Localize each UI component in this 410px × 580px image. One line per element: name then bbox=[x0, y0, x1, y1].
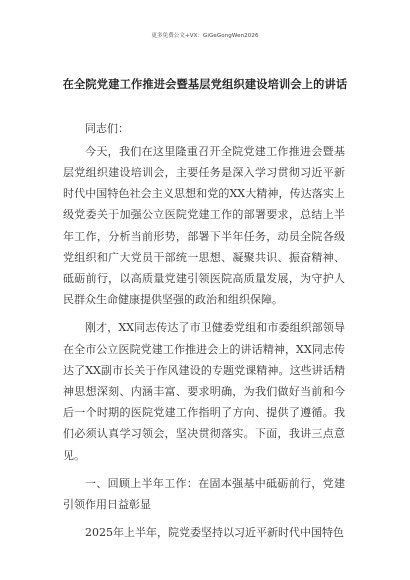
document-body bbox=[63, 118, 345, 550]
salutation: 同志们： bbox=[85, 122, 129, 135]
section-heading: 一、回顾上半年工作：在固本强基中砥砺前行，党建引领作用日益彰显 bbox=[63, 476, 345, 511]
paragraph-transmission: 刚才，XX同志传达了市卫健委党组和市委组织部领导在全市公立医院党建工作推进会上的讲话精神，XX同志传达了XX副市长关于作风建设的专题党课精神。这些讲话精神思想深刻、内涵丰富、要求明确，为我们做好当前和今后一个时期的医院党建工作指明了方向、提供了遵循。我们必须认真学习领会，坚决贯彻落实。下面，我讲三点意见。 bbox=[63, 321, 345, 462]
header-note: 更多免费公文+VX：GiGeGongWen2026 bbox=[151, 33, 259, 39]
paragraph-review: 2025年上半年，院党委坚持以习近平新时代中国特色 bbox=[85, 526, 344, 540]
paragraph-opening: 今天，我们在这里隆重召开全院党建工作推进会暨基层党组织建设培训会，主要任务是深入学习贯彻习近平新时代中国特色社会主义思想和党的XX大精神，传达落实上级党委关于加强公立医院党建工作的部署要求，总结上半年工作，分析当前形势，部署下半年任务，动员全院各级党组织和广大党员干部统一思想、凝聚共识、振奋精神、砥砺前行，以高质量党建引领医院高质量发展，为守护人民群众生命健康提供坚强的政治和组织保障。 bbox=[63, 144, 345, 307]
document-title: 在全院党建工作推进会暨基层党组织建设培训会上的讲话 bbox=[62, 78, 348, 91]
